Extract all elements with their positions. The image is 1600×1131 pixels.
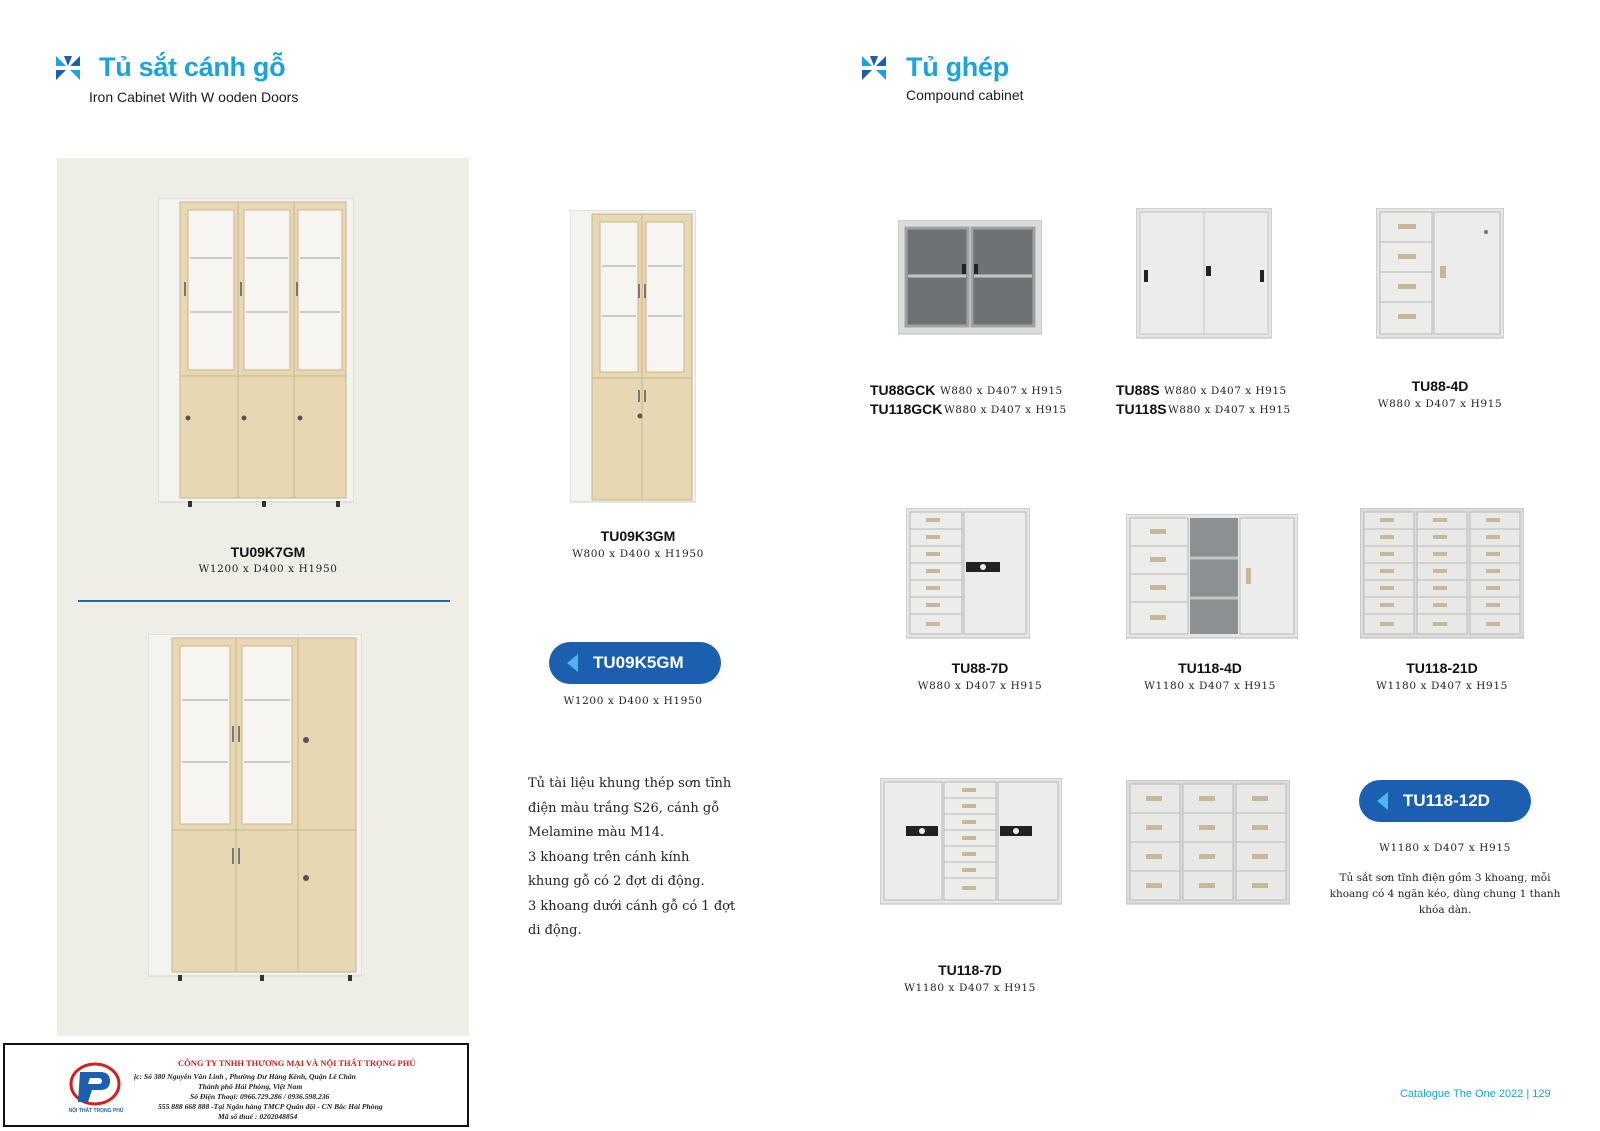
cabinet-tu118-21d-image — [1360, 508, 1524, 640]
divider-line — [78, 600, 450, 602]
product-code: TU09K3GM — [600, 528, 676, 544]
product-dimensions: W880 x D407 x H915 — [1168, 404, 1291, 416]
product-code-pill — [549, 642, 721, 684]
company-city: Thành phố Hải Phòng, Việt Nam — [198, 1082, 303, 1091]
pinwheel-logo-icon — [56, 56, 80, 80]
product-dimensions: W880 x D407 x H915 — [944, 404, 1067, 416]
cabinet-tu09k3gm-image — [570, 210, 696, 510]
cabinet-tu09k7gm-image — [158, 198, 354, 510]
product-dimensions: W1180 x D407 x H915 — [1144, 680, 1276, 692]
company-phone: Số Điện Thoại: 0966.729.286 / 0936.598.236 — [190, 1092, 330, 1101]
page-footer: Catalogue The One 2022 | 129 — [1400, 1088, 1551, 1100]
product-dimensions: W880 x D407 x H915 — [917, 680, 1043, 692]
product-code: TU118-4D — [1178, 660, 1242, 676]
company-logo-icon — [66, 1062, 124, 1114]
caret-left-icon — [567, 654, 578, 672]
product-code: TU118GCK — [870, 401, 943, 417]
pinwheel-logo-icon — [862, 56, 886, 80]
product-code-pill — [1359, 780, 1531, 822]
product-code: TU88S — [1116, 382, 1160, 398]
product-code: TU09K7GM — [230, 544, 306, 560]
product-description: Tủ sắt sơn tĩnh điện gồm 3 khoang, mỗi khoang có 4 ngăn kéo, dùng chung 1 thanh khóa dàn. — [1329, 872, 1561, 916]
product-code: TU88GCK — [870, 382, 936, 398]
logo-caption: NỘI THẤT TRỌNG PHÚ — [68, 1108, 124, 1114]
cabinet-tu88s-image — [1136, 208, 1272, 340]
cabinet-tu88gck-image — [898, 220, 1042, 336]
product-description: Tủ tài liệu khung thép sơn tĩnh điện màu trắng S26, cánh gỗ Melamine màu M14. 3 khoang trên cánh kính khung gỗ có 2 đợt di động. 3 khoang dưới cánh gỗ có 1 đợt di động. — [528, 776, 736, 938]
product-code: TU118S — [1116, 401, 1167, 417]
product-dimensions: W800 x D400 x H1950 — [572, 548, 704, 560]
company-tax-id: Mã số thuế : 0202048854 — [218, 1112, 298, 1121]
company-address: ịc: Số 380 Nguyễn Văn Linh , Phường Dư Hàng Kênh, Quận Lê Chân — [134, 1072, 356, 1081]
cabinet-tu118-7d-image — [880, 778, 1062, 906]
cabinet-tu09k5gm-image — [148, 634, 362, 984]
company-name: CÔNG TY TNHH THƯƠNG MẠI VÀ NỘI THẤT TRỌNG PHÚ — [178, 1058, 416, 1068]
product-code: TU09K5GM — [593, 653, 684, 672]
right-section-title: Tủ ghép — [906, 52, 1009, 82]
cabinet-tu88-4d-image — [1376, 208, 1504, 340]
product-dimensions: W1180 x D407 x H915 — [1379, 842, 1511, 854]
product-dimensions: W880 x D407 x H915 — [1164, 385, 1287, 397]
product-dimensions: W880 x D407 x H915 — [1377, 398, 1503, 410]
product-code: TU118-7D — [938, 962, 1002, 978]
product-code: TU118-21D — [1406, 660, 1478, 676]
left-section-subtitle: Iron Cabinet With W ooden Doors — [89, 89, 299, 105]
product-dimensions: W880 x D407 x H915 — [940, 385, 1063, 397]
product-dimensions: W1200 x D400 x H1950 — [198, 563, 338, 575]
product-code: TU88-4D — [1411, 378, 1469, 394]
product-dimensions: W1180 x D407 x H915 — [1376, 680, 1508, 692]
cabinet-tu118-12d-image — [1126, 780, 1290, 906]
cabinet-tu118-4d-image — [1126, 514, 1298, 640]
product-code: TU88-7D — [951, 660, 1009, 676]
product-dimensions: W1180 x D407 x H915 — [904, 982, 1036, 994]
right-section-subtitle: Compound cabinet — [906, 87, 1024, 103]
cabinet-tu88-7d-image — [906, 508, 1030, 640]
caret-left-icon — [1377, 792, 1388, 810]
product-dimensions: W1200 x D400 x H1950 — [563, 695, 703, 707]
left-section-title: Tủ sắt cánh gỗ — [99, 52, 286, 82]
product-code: TU118-12D — [1403, 791, 1490, 810]
company-bank: 555 888 668 888 -Tại Ngân hàng TMCP Quân đội - CN Bắc Hải Phòng — [158, 1102, 383, 1111]
